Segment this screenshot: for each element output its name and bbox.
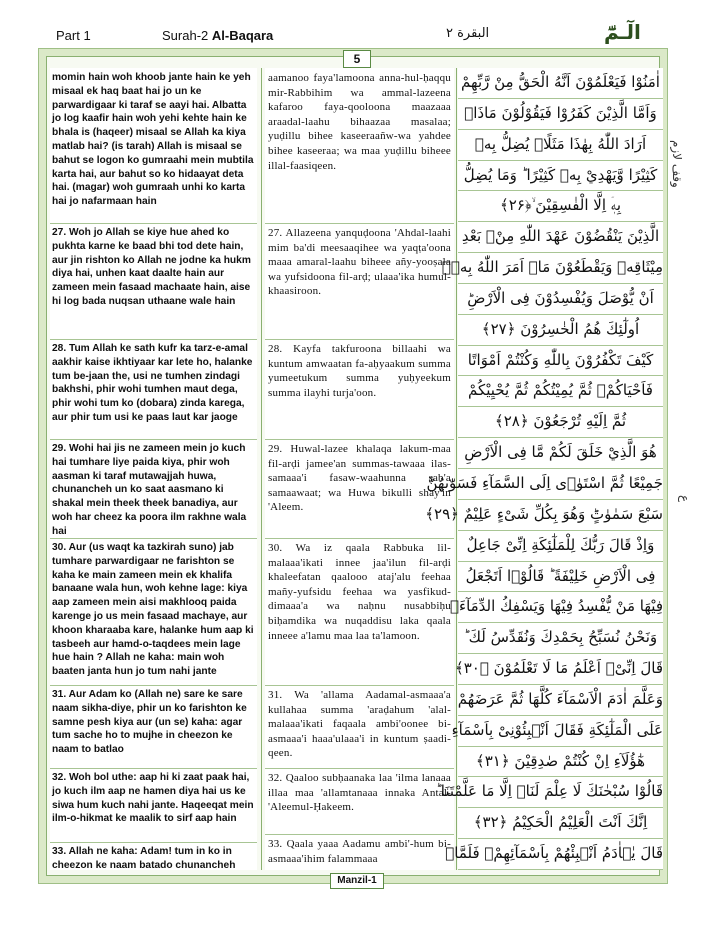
arabic-text-line: اَنْ يُّوْصَلَ وَيُفْسِدُوْنَ فِى الْاَرْضِؕ	[458, 284, 663, 315]
transliteration-verse-block: 31. Wa 'allama Aadamal-asmaaa'a kullahaa summa 'araḍahum 'alal-malaaa'ikati faqaala ambi'oonee bi-asmaaa'i haaa'ulaaa'i in kuntum ṣaadi-qeen.	[268, 689, 451, 760]
arabic-text-line: قَالُوْا سُبْحٰنَكَ لَا عِلْمَ لَنَاۤ اِلَّا مَا عَلَّمْتَنَا ؕ	[458, 777, 663, 808]
ruku-margin-marker: ع	[678, 495, 692, 503]
transliteration-verse-block: 33. Qaala yaaa Aadamu ambi'-hum bi-asmaaa'ihim falammaaa	[268, 838, 451, 865]
urdu-verse-block: 30. Aur (us waqt ka tazkirah suno) jab tumhare parwardigaar ne farishton se kaha ke main zameen mein ek khalifa banaane wala hun, woh kehne lage: kiya aap zameen mein aisi makhlooq paida karenge jo us mein fasaad machaye, aur khoon kharaaba kare, halanke hum aap ki tasbeeh aur hamd-o-taqdees mein lage hue hain ? Allah ne kaha: main woh baaten janta hun jo tum nahi jante	[52, 542, 254, 678]
arabic-text-line: فِيْهَا مَنْ يُّفْسِدُ فِيْهَا وَيَسْفِكُ الدِّمَآءَۚ	[458, 592, 663, 623]
arabic-text-line: اَرَادَ اللّٰهُ بِهٰذَا مَثَلًاۘ يُضِلُّ بِهٖ	[458, 130, 663, 161]
arabic-text-line: عَلَى الْمَلٰٓئِكَةِ فَقَالَ اَنْۢبِئُوْنِىْ بِاَسْمَآءِ	[458, 716, 663, 747]
verse-divider	[265, 834, 454, 835]
arabic-text-line: وَاِذْ قَالَ رَبُّكَ لِلْمَلٰٓئِكَةِ اِنِّىْ جَاعِلٌ	[458, 531, 663, 562]
arabic-text-line: ثُمَّ اِلَيْهِ تُرْجَعُوْنَ ﴿۲۸﴾	[458, 407, 663, 438]
arabic-text-line: جَمِيْعًا ثُمَّ اسْتَوٰۤى اِلَى السَّمَآءِ فَسَوّٰىهُنَّ	[458, 469, 663, 500]
urdu-verse-block: 31. Aur Adam ko (Allah ne) sare ke sare naam sikha-diye, phir un ko farishton ke samne pesh kiya aur (un se) kaha: agar tum sache ho to mujhe in cheezon ke naam to batlao	[52, 689, 247, 756]
verse-divider	[265, 685, 454, 686]
transliteration-verse-block: 29. Huwal-lazee khalaqa lakum-maa fil-arḍi jamee'an summas-tawaaa ilas-samaaa'i fasaw-waahunna sab'a samaawaat; wa Huwa bikulli shay'in 'Aleem.	[268, 443, 451, 514]
page-header	[0, 20, 716, 46]
verse-divider	[50, 538, 257, 539]
verse-divider	[50, 842, 257, 843]
verse-divider	[50, 439, 257, 440]
urdu-verse-block: 27. Woh jo Allah se kiye hue ahed ko pukhta karne ke baad bhi tod dete hain, aur jin rishton ko Allah ne jodne ka hukm diya hai, unhen kaat daalte hain aur zameen mein fasaad machaate hain, aise hi log bada nuqsan uthaane wale hain	[52, 227, 251, 307]
arabic-text-line: قَالَ يٰۤاٰدَمُ اَنْۢبِئْهُمْ بِاَسْمَآئِهِمْۚ فَلَمَّاۤ	[458, 839, 663, 870]
urdu-verse-block: 29. Wohi hai jis ne zameen mein jo kuch hai tumhare liye paida kiya, phir woh aasman ki taraf mutawajjah huwa, chunancheh un ko saat aasmano ki shakal mein theek theek banadiya, aur woh har cheez ka poora ilm rakhne wala hai	[52, 443, 247, 537]
transliteration-verse-block: aamanoo faya'lamoona anna-hul-ḥaqqu mir-Rabbihim wa ammal-lazeena kafaroo faya-qooloona maazaaa araadal-laahu bihaazaa masalaa; yuḍillu bihee kaseeraañw-wa yahdee bihee kaseeraa; wa maa yuḍillu biheee illal-faasiqeen.	[268, 72, 451, 172]
arabic-text-line: سَبْعَ سَمٰوٰتٍؕ وَهُوَ بِكُلِّ شَىْءٍ عَلِيْمٌ ﴿۲۹﴾	[458, 500, 663, 531]
arabic-text-line: فِى الْاَرْضِ خَلِيْفَةً ؕ قَالُوْۤا اَتَجْعَلُ	[458, 562, 663, 593]
verse-divider	[265, 339, 454, 340]
arabic-text-line: وَاَمَّا الَّذِيْنَ كَفَرُوْا فَيَقُوْلُوْنَ مَاذَاۤ	[458, 99, 663, 130]
part-label: Part 1	[56, 28, 91, 43]
urdu-verse-block: 28. Tum Allah ke sath kufr ka tarz-e-amal aakhir kaise ikhtiyaar kar lete ho, halanke tum be-jaan the, usi ne tumhen zindagi bakhshi, phir wohi tumhen maut dega, phir wohi tum ko (dobara) zinda karega, aur phir tum usi ke paas laut kar jaoge	[52, 343, 253, 423]
verse-divider	[50, 339, 257, 340]
waqf-lazim-margin-note: وقف لازم	[670, 140, 684, 188]
verse-divider	[265, 439, 454, 440]
verse-divider	[265, 768, 454, 769]
arabic-text-line: مِيْثَاقِهٖ وَيَقْطَعُوْنَ مَاۤ اَمَرَ اللّٰهُ بِهٖۤ	[458, 253, 663, 284]
transliteration-verse-block: 27. Allazeena yanquḍoona 'Ahdal-laahi mim ba'di meesaaqihee wa yaqṭa'oona maaa amaral-laahu biheee añy-yooṣala wa yufsidoona fil-arḍ; ulaaa'ika humul-khaasiroon.	[268, 227, 451, 298]
arabic-text-line: الَّذِيْنَ يَنْقُضُوْنَ عَهْدَ اللّٰهِ مِنْۢ بَعْدِ	[458, 222, 663, 253]
arabic-text-line: بِهٖۤ اِلَّا الْفٰسِقِيْنَ ۙ﴿۲۶﴾	[458, 191, 663, 222]
manzil-label: Manzil-1	[330, 873, 384, 889]
verse-divider	[265, 538, 454, 539]
arabic-text-line: اٰمَنُوْا فَيَعْلَمُوْنَ اَنَّهُ الْحَقُّ مِنْ رَّبِّهِمْ	[458, 68, 663, 99]
surah-prefix: Surah-2	[162, 28, 209, 43]
transliteration-verse-block: 32. Qaaloo subḥaanaka laa 'ilma lanaaa illaa maa 'allamtanaaa innaka Antal-'Aleemul-Ḥakeem.	[268, 772, 451, 814]
urdu-translation-column	[50, 68, 257, 870]
alif-lam-mim-logo: الٓـمّٓ	[604, 20, 641, 44]
arabic-text-line: وَعَلَّمَ اٰدَمَ الْاَسْمَآءَ كُلَّهَا ثُمَّ عَرَضَهُمْ	[458, 685, 663, 716]
transliteration-column	[265, 68, 454, 870]
urdu-verse-block: 33. Allah ne kaha: Adam! tum in ko in cheezon ke naam batado chunancheh	[52, 846, 236, 871]
verse-divider	[265, 223, 454, 224]
arabic-text-line: فَاَحْيَاكُمْۚ ثُمَّ يُمِيْتُكُمْ ثُمَّ يُحْيِيْكُمْ	[458, 376, 663, 407]
transliteration-verse-block: 28. Kayfa takfuroona billaahi wa kuntum amwaatan fa-aḥyaakum summa yumeetukum summa yuḥyeekum summa ilayhi turja'oon.	[268, 343, 451, 399]
transliteration-verse-block: 30. Wa iz qaala Rabbuka lil-malaaa'ikati innee jaa'ilun fil-arḍi khaleefatan qaalooo ataj'alu feehaa mañy-yufsidu feehaa wa yasfikud-dimaaa'a wa naḥnu nusabbiḥu biḥamdika wa nuqaddisu laka qaala inneee a'lamu maa laa ta'lamoon.	[268, 542, 451, 642]
arabic-text-column	[425, 68, 663, 870]
arabic-text-line: كَيْفَ تَكْفُرُوْنَ بِاللّٰهِ وَكُنْتُمْ اَمْوَاتًا	[458, 346, 663, 377]
arabic-text-line: وَنَحْنُ نُسَبِّحُ بِحَمْدِكَ وَنُقَدِّسُ لَكَ ؕ	[458, 623, 663, 654]
column-divider	[261, 68, 262, 870]
arabic-text-line: هُوَ الَّذِيْ خَلَقَ لَكُمْ مَّا فِى الْاَرْضِ	[458, 438, 663, 469]
urdu-verse-block: momin hain woh khoob jante hain ke yeh misaal ek haq baat hai jo un ke parwardigaar ki taraf se aayi hai. Albatta jo log kaafir hain woh yehi kehte hain ke bhala is (haqeer) misaal se Allah ka kiya matlab hai? (is tarah) Allah is misaal se bahut se logon ko gumraahi mein mubtila karta hai, aur bahut so ko hidaayat deta hai. (magar) woh gumraah unhi ko karta hai jo nafarmaan hain	[52, 72, 254, 208]
page-number: 5	[343, 50, 371, 68]
surah-name: Al-Baqara	[211, 28, 274, 43]
arabic-text-line: كَثِيْرًا وَّيَهْدِيْ بِهٖ كَثِيْرًا ؕ وَمَا يُضِلُّ	[458, 161, 663, 192]
surah-label	[162, 28, 273, 43]
urdu-verse-block: 32. Woh bol uthe: aap hi ki zaat paak hai, jo kuch ilm aap ne hamen diya hai us ke siwa hum kuch nahi jante. Haqeeqat mein ilm-o-hikmat ke maalik to sirf aap hain	[52, 772, 254, 825]
arabic-text-line: هٰٓؤُلَآءِ اِنْ كُنْتُمْ صٰدِقِيْنَ ﴿۳۱﴾	[458, 747, 663, 778]
verse-divider	[50, 223, 257, 224]
arabic-text-line: قَالَ اِنِّىْۤ اَعْلَمُ مَا لَا تَعْلَمُوْنَ ﴿۳۰﴾	[458, 654, 663, 685]
verse-divider	[50, 768, 257, 769]
verse-divider	[50, 685, 257, 686]
arabic-text-line: اُولٰٓئِكَ هُمُ الْخٰسِرُوْنَ ﴿۲۷﴾	[458, 315, 663, 346]
arabic-text-line: اِنَّكَ اَنْتَ الْعَلِيْمُ الْحَكِيْمُ ﴿۳۲﴾	[458, 808, 663, 839]
surah-arabic-name: البقرة ٢	[446, 26, 490, 41]
